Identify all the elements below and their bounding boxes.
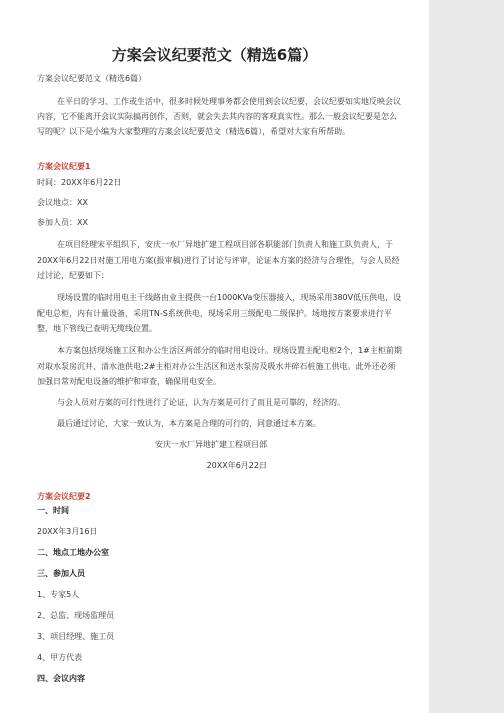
section1-para2-line3: 整，地下管线已查明无缆线位置。	[37, 324, 157, 333]
section2-heading-time: 一、时间	[37, 506, 69, 515]
section1-para5: 最后通过讨论，大家一致认为，本方案是合理的可行的，同意通过本方案。	[57, 419, 321, 428]
section2-time: 20XX年3月16日	[37, 527, 98, 536]
section1-para4: 与会人员对方案的可行性进行了论证，认为方案是可行了而且是可靠的，经济的。	[57, 398, 345, 407]
section1-para2-line2: 配电总柜，内有计量设备，采用TN-S系统供电，现场采用三级配电二级保护。场地按方案要求进行平	[37, 309, 392, 318]
section1-para3-line1: 本方案包括现场施工区和办公生活区两部分的临时用电设计。现场设置主配电柜2个，1#主柜前期	[57, 346, 402, 355]
intro-line-2: 内容，它不能离开会议实际搞再创作，否则，就会失去其内容的客观真实性。那么一般会议纪要是怎么	[37, 112, 397, 121]
section1-para3-line2: 对取水泵房沉井、清水池供电;2#主柜对办公生活区和送水泵房及吸水井碎石桩施工供电。此外还必须	[37, 362, 396, 371]
section2-heading-location: 二、地点工地办公室	[37, 548, 109, 557]
section2-attendee-4: 4、甲方代表	[37, 653, 83, 662]
side-panel	[429, 0, 504, 713]
section1-para1-line1: 在项目经理宋平组织下，安庆一水厂异地扩建工程项目部各职能部门负责人和施工队负责人，于	[57, 240, 393, 249]
section1-heading: 方案会议纪要1	[37, 162, 91, 171]
section1-para1-line3: 过讨论，纪要如下：	[37, 271, 109, 280]
document-subtitle: 方案会议纪要范文（精选6篇）	[37, 74, 147, 83]
section1-para3-line3: 加强日常对配电设备的维护和审查，确保用电安全。	[37, 377, 221, 386]
section1-date: 20XX年6月22日	[206, 461, 267, 470]
document-title: 方案会议纪要范文（精选6篇）	[111, 46, 318, 64]
section1-para2-line1: 现场设置的临时用电主干线路由业主提供一台1000KVa变压器接入，现场采用380V低压供电，设	[57, 293, 402, 302]
section2-heading-content: 四、会议内容	[37, 674, 85, 683]
section2-heading: 方案会议纪要2	[37, 492, 91, 501]
section1-para1-line2: 20XX年6月22日对施工用电方案(报审稿)进行了讨论与评审，论证本方案的经济与合理性，与会人员经	[37, 256, 400, 265]
intro-line-3: 写的呢？以下是小编为大家整理的方案会议纪要范文（精选6篇），希望对大家有所帮助。	[37, 127, 351, 136]
section1-signature: 安庆一水厂异地扩建工程项目部	[155, 440, 267, 449]
section2-attendee-1: 1、专家5人	[37, 590, 80, 599]
intro-line-1: 在平日的学习、工作或生活中，很多时候处理事务都会使用到会议纪要，会议纪要如实地反映会议	[57, 97, 401, 106]
section2-attendee-2: 2、总监、现场监理员	[37, 611, 115, 620]
section2-attendee-3: 3、项目经理、施工员	[37, 632, 115, 641]
section1-location: 会议地点：XX	[37, 198, 88, 207]
section1-attendees: 参加人员：XX	[37, 218, 88, 227]
section1-time: 时间：20XX年6月22日	[37, 178, 122, 187]
section2-heading-attendees: 三、参加人员	[37, 569, 85, 578]
